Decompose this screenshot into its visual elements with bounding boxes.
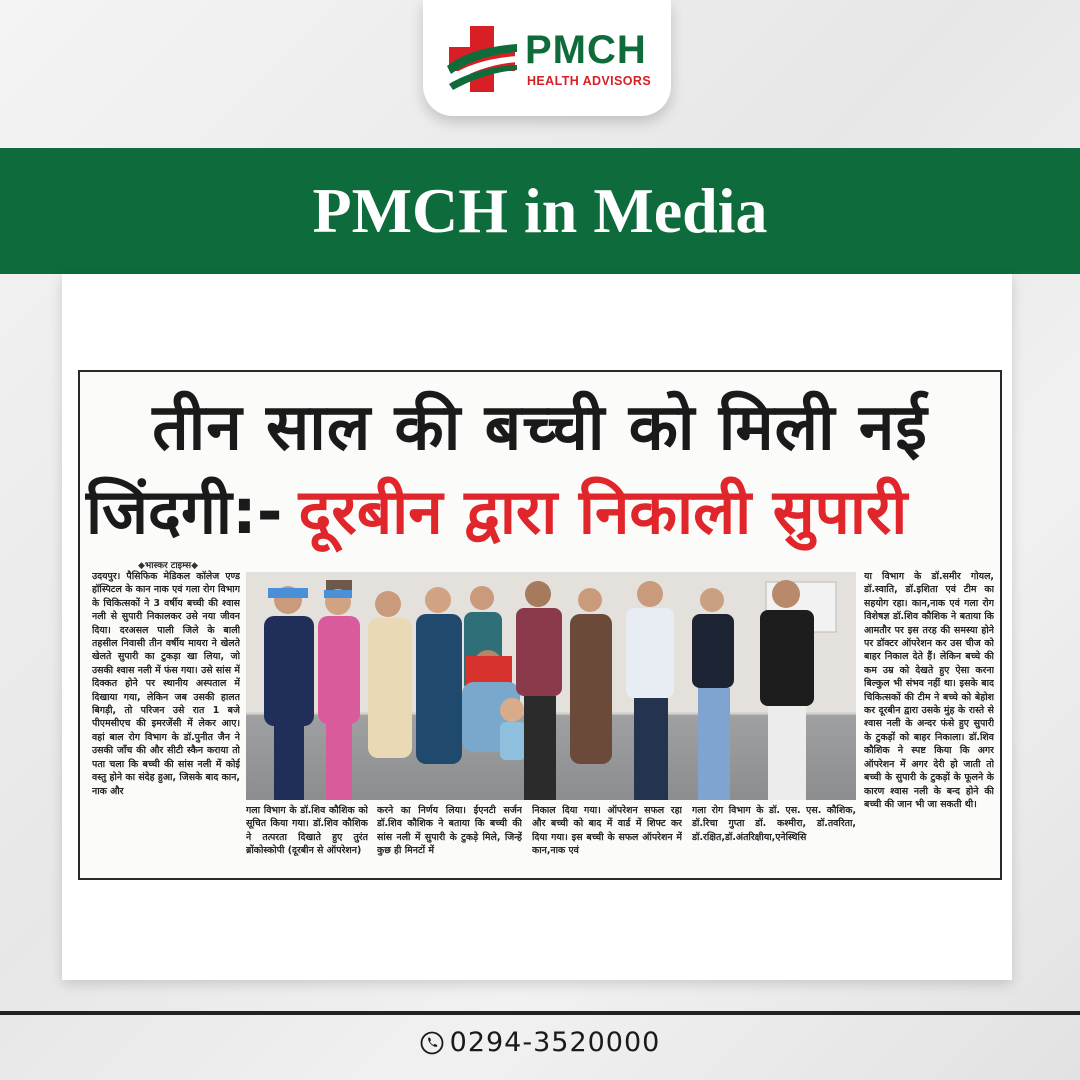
article-column-bottom-1: गला विभाग के डॉ.शिव कौशिक को सूचित किया गया। डॉ.शिव कौशिक ने तत्परता दिखाते हुए तुरंत ब्रोंकोस्कोपी (दूरबीन से ऑपरेशन) [246,805,368,857]
headline-line-2-red: दूरबीन द्वारा निकाली सुपारी [298,475,908,548]
headline-line-1: तीन साल की बच्ची को मिली नई [152,391,928,465]
article-column-left: उदयपुर। पैसिफिक मेडिकल कॉलेज एण्ड हॉस्पिटल के कान नाक एवं गला रोग विभाग के चिकित्सकों ने 3 वर्षीय बच्ची की श्वास नली से सुपारी निकालकर उसे नया जीवन दिया। दरअसल पाली जिले के बाली तहसील निवासी तीन वर्षीय मायरा ने खेलते खेलते सुपारी का टुकड़ा खा लिया, जो उसकी श्वास नली में फंस गया। उसे सांस में दिक्कत होने पर स्थानीय अस्पताल में दिखाया गया, लेकिन जब उसकी हालत बिगड़ी, तो परिजन उसे रात 1 बजे पीएमसीएच की इमरजेंसी में लेकर आए। वहां बाल रोग विभाग के डॉ.पुनीत जैन ने उसकी जाँच की और सीटी स्कैन कराया तो पता चला कि बच्ची की सांस नली में कोई वस्तु होने का संदेह हुआ, जिसके बाद कान, नाक और [92,571,240,797]
newspaper-clipping [78,370,1002,880]
headline-line-2-black: जिंदगी:- [86,475,283,548]
team-photo-illustration [246,572,856,800]
article-column-bottom-2: करने का निर्णय लिया। ईएनटी सर्जन डॉ.शिव कौशिक ने बताया कि बच्ची की सांस नली में सुपारी के टुकड़े मिले, जिन्हें कुछ ही मिनटों में [377,805,522,857]
brand-tagline: HEALTH ADVISORS [527,74,652,88]
brand-name: PMCH [525,28,647,72]
brand-logo[interactable] [423,0,671,116]
news-source: ◆भास्कर टाइम्स◆ [137,561,199,571]
team-photo [246,572,856,800]
phone-number: 0294-3520000 [449,1027,661,1058]
article-column-bottom-4: गला रोग विभाग के डॉ. एस. एस. कौशिक, डॉ.रिचा गुप्ता डॉ. कश्मीरा, डॉ.तवरिता, डॉ.रक्षित,डॉ.अंतरिक्षीया,एनेस्थिसि [692,805,856,843]
article-column-right: या विभाग के डॉ.समीर गोयल, डॉ.स्वाति, डॉ.इशिता एवं टीम का सहयोग रहा। कान,नाक एवं गला रोग विशेषज्ञ डॉ.शिव कौशिक ने बताया कि आमतौर पर इस तरह की समस्या होने पर डॉक्टर ऑपरेशन कर उस चीज को बाहर निकाल देते हैं। लेकिन बच्चे की कम उम्र को देखते हुए ऐसा करना बिल्कुल भी संभव नहीं था। इसके बाद चिकित्सकों की टीम ने बच्चे को बेहोश कर दूरबीन द्वारा उसके मुंह के रास्ते से श्वास नली के अन्दर फंसे हुए सुपारी के टुकड़ों को बाहर निकाला। डॉ.शिव कौशिक ने स्पष्ट किया कि अगर ऑपरेशन में अगर देरी हो जाती तो बच्ची के सुपारी के टुकड़ों के फूलने के कारण श्वास नली के बन्द होने की बच्ची की जान भी जा सकती थी। [864,571,994,810]
contact-phone[interactable] [0,1027,1080,1058]
medical-cross-icon [445,22,519,96]
article-column-bottom-3: निकाल दिया गया। ऑपरेशन सफल रहा और बच्ची को बाद में वार्ड में शिफ्ट कर दिया गया। इस बच्ची के सफल ऑपरेशन में कान,नाक एवं [532,805,682,857]
page-title: PMCH in Media [312,175,768,246]
phone-icon [420,1031,444,1055]
title-banner [0,148,1080,274]
footer-divider [0,1011,1080,1015]
headline-line-2 [86,474,1000,550]
